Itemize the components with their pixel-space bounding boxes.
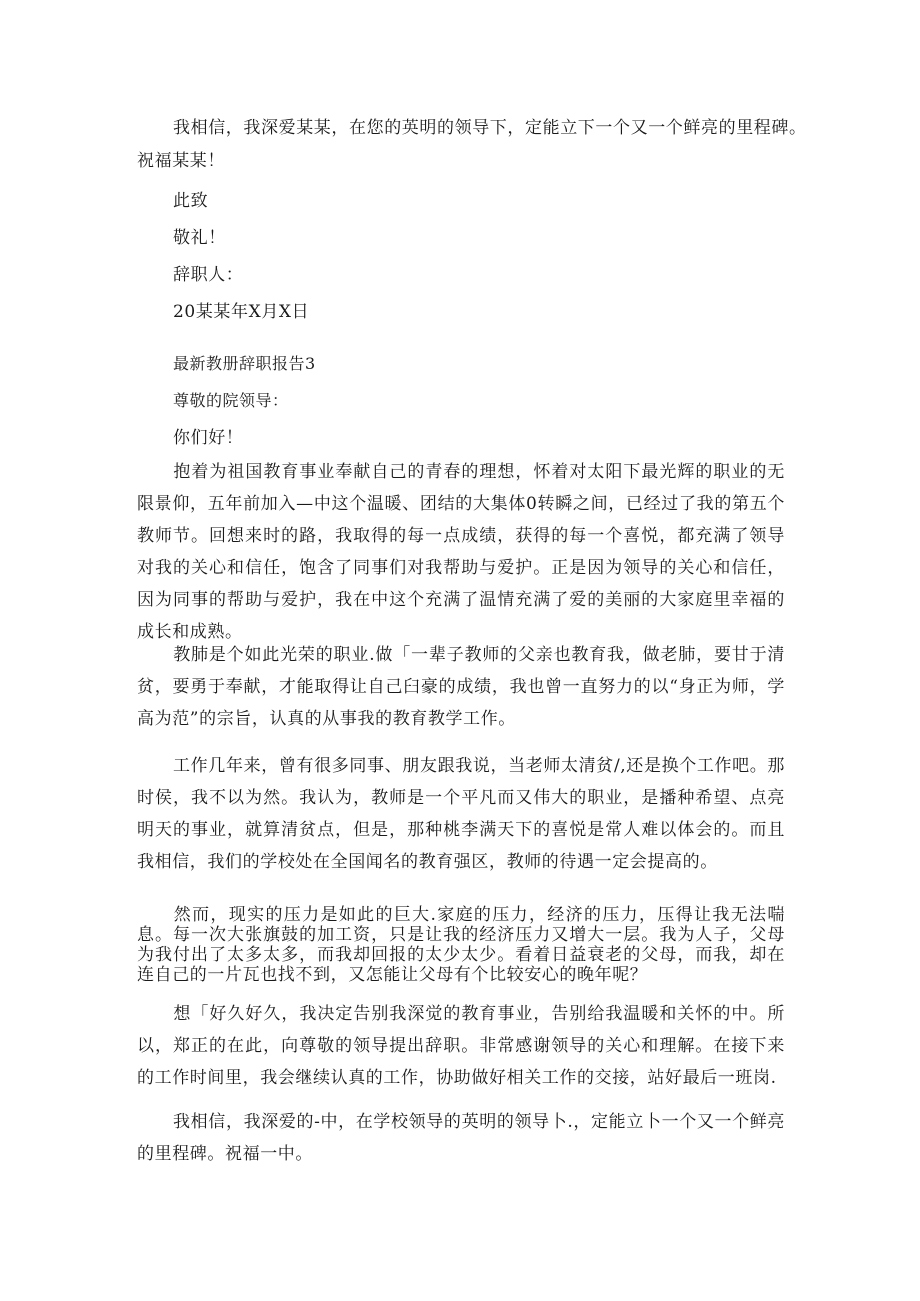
date-line: 20某某年X月X日: [173, 302, 310, 322]
closing-wish-line: 我相信，我深爱某某，在您的英明的领导下，定能立下一个又一个鲜亮的里程碑。: [173, 118, 807, 138]
letter-hello: 你们好！: [173, 428, 244, 448]
paragraph-2: 教肺是个如此光荣的职业.做「一辈子教师的父亲也教育我，做老肺，要甘于清贫，要勇于奉献，才能取得让自己臼豪的成绩，我也曾一直努力的以“身正为师，学高为范”的宗旨，认真的从事我的教育教学工作。: [137, 645, 785, 729]
paragraph-3: 工作几年来，曾有很多同事、朋友跟我说，当老师太清贫/,还是换个工作吧。那时侯，我不以为然。我认为，教师是一个平凡而又伟大的职业，是播种希望、点亮明天的事业，就算清贫点，但是，那种桃李满天下的喜悦是常人难以体会的。而且我相信，我们的学校处在全国闻名的教育强区，教师的待遇一定会提高的。: [137, 756, 785, 872]
closing-blessing: 祝福某某！: [137, 151, 225, 171]
letter-greeting: 尊敬的院领导：: [173, 391, 289, 410]
salutation-close: 此致: [173, 191, 209, 211]
paragraph-6: 我相信，我深爱的-中，在学校领导的英明的领导卜.，定能立卜一个又一个鲜亮的里程碑。祝福一中。: [137, 1112, 785, 1164]
paragraph-4: 然而，现实的压力是如此的巨大.家庭的压力，经济的压力，压得让我无法喘息。每一次大张旗鼓的加工资，只是让我的经济压力又增大一层。我为人子，父母为我付出了太多太多，而我却回报的太少太少。看着日益衰老的父母，而我，却在连自己的一片瓦也找不到，又怎能让父母有个比较安心的晚年呢？: [137, 905, 785, 985]
section-title: 最新教册辞职报告3: [173, 354, 316, 373]
paragraph-5: 想「好久好久，我决定告别我深觉的教育事业，告别给我温暖和关怀的中。所以，郑正的在此，向尊敬的领导提出辞职。非常感谢领导的关心和理解。在接下来的工作时间里，我会继续认真的工作，协助做好相关工作的交接，站好最后一班岗.: [137, 1004, 785, 1088]
salute: 敬礼！: [173, 228, 226, 248]
paragraph-1: 抱着为祖国教育事业奉献自己的青春的理想，怀着对太阳下最光辉的职业的无限景仰，五年前加入—中这个温暖、团结的大集体0转瞬之间，已经过了我的第五个教师节。回想来时的路，我取得的每一点成绩，获得的每一个喜悦，都充满了领导对我的关心和信任，饱含了同事们对我帮助与爱护。正是因为领导的关心和信任，因为同事的帮助与爱护，我在中这个充满了温情充满了爱的美丽的大家庭里幸福的成长和成熟。: [137, 462, 785, 642]
signer-label: 辞职人：: [173, 265, 244, 285]
